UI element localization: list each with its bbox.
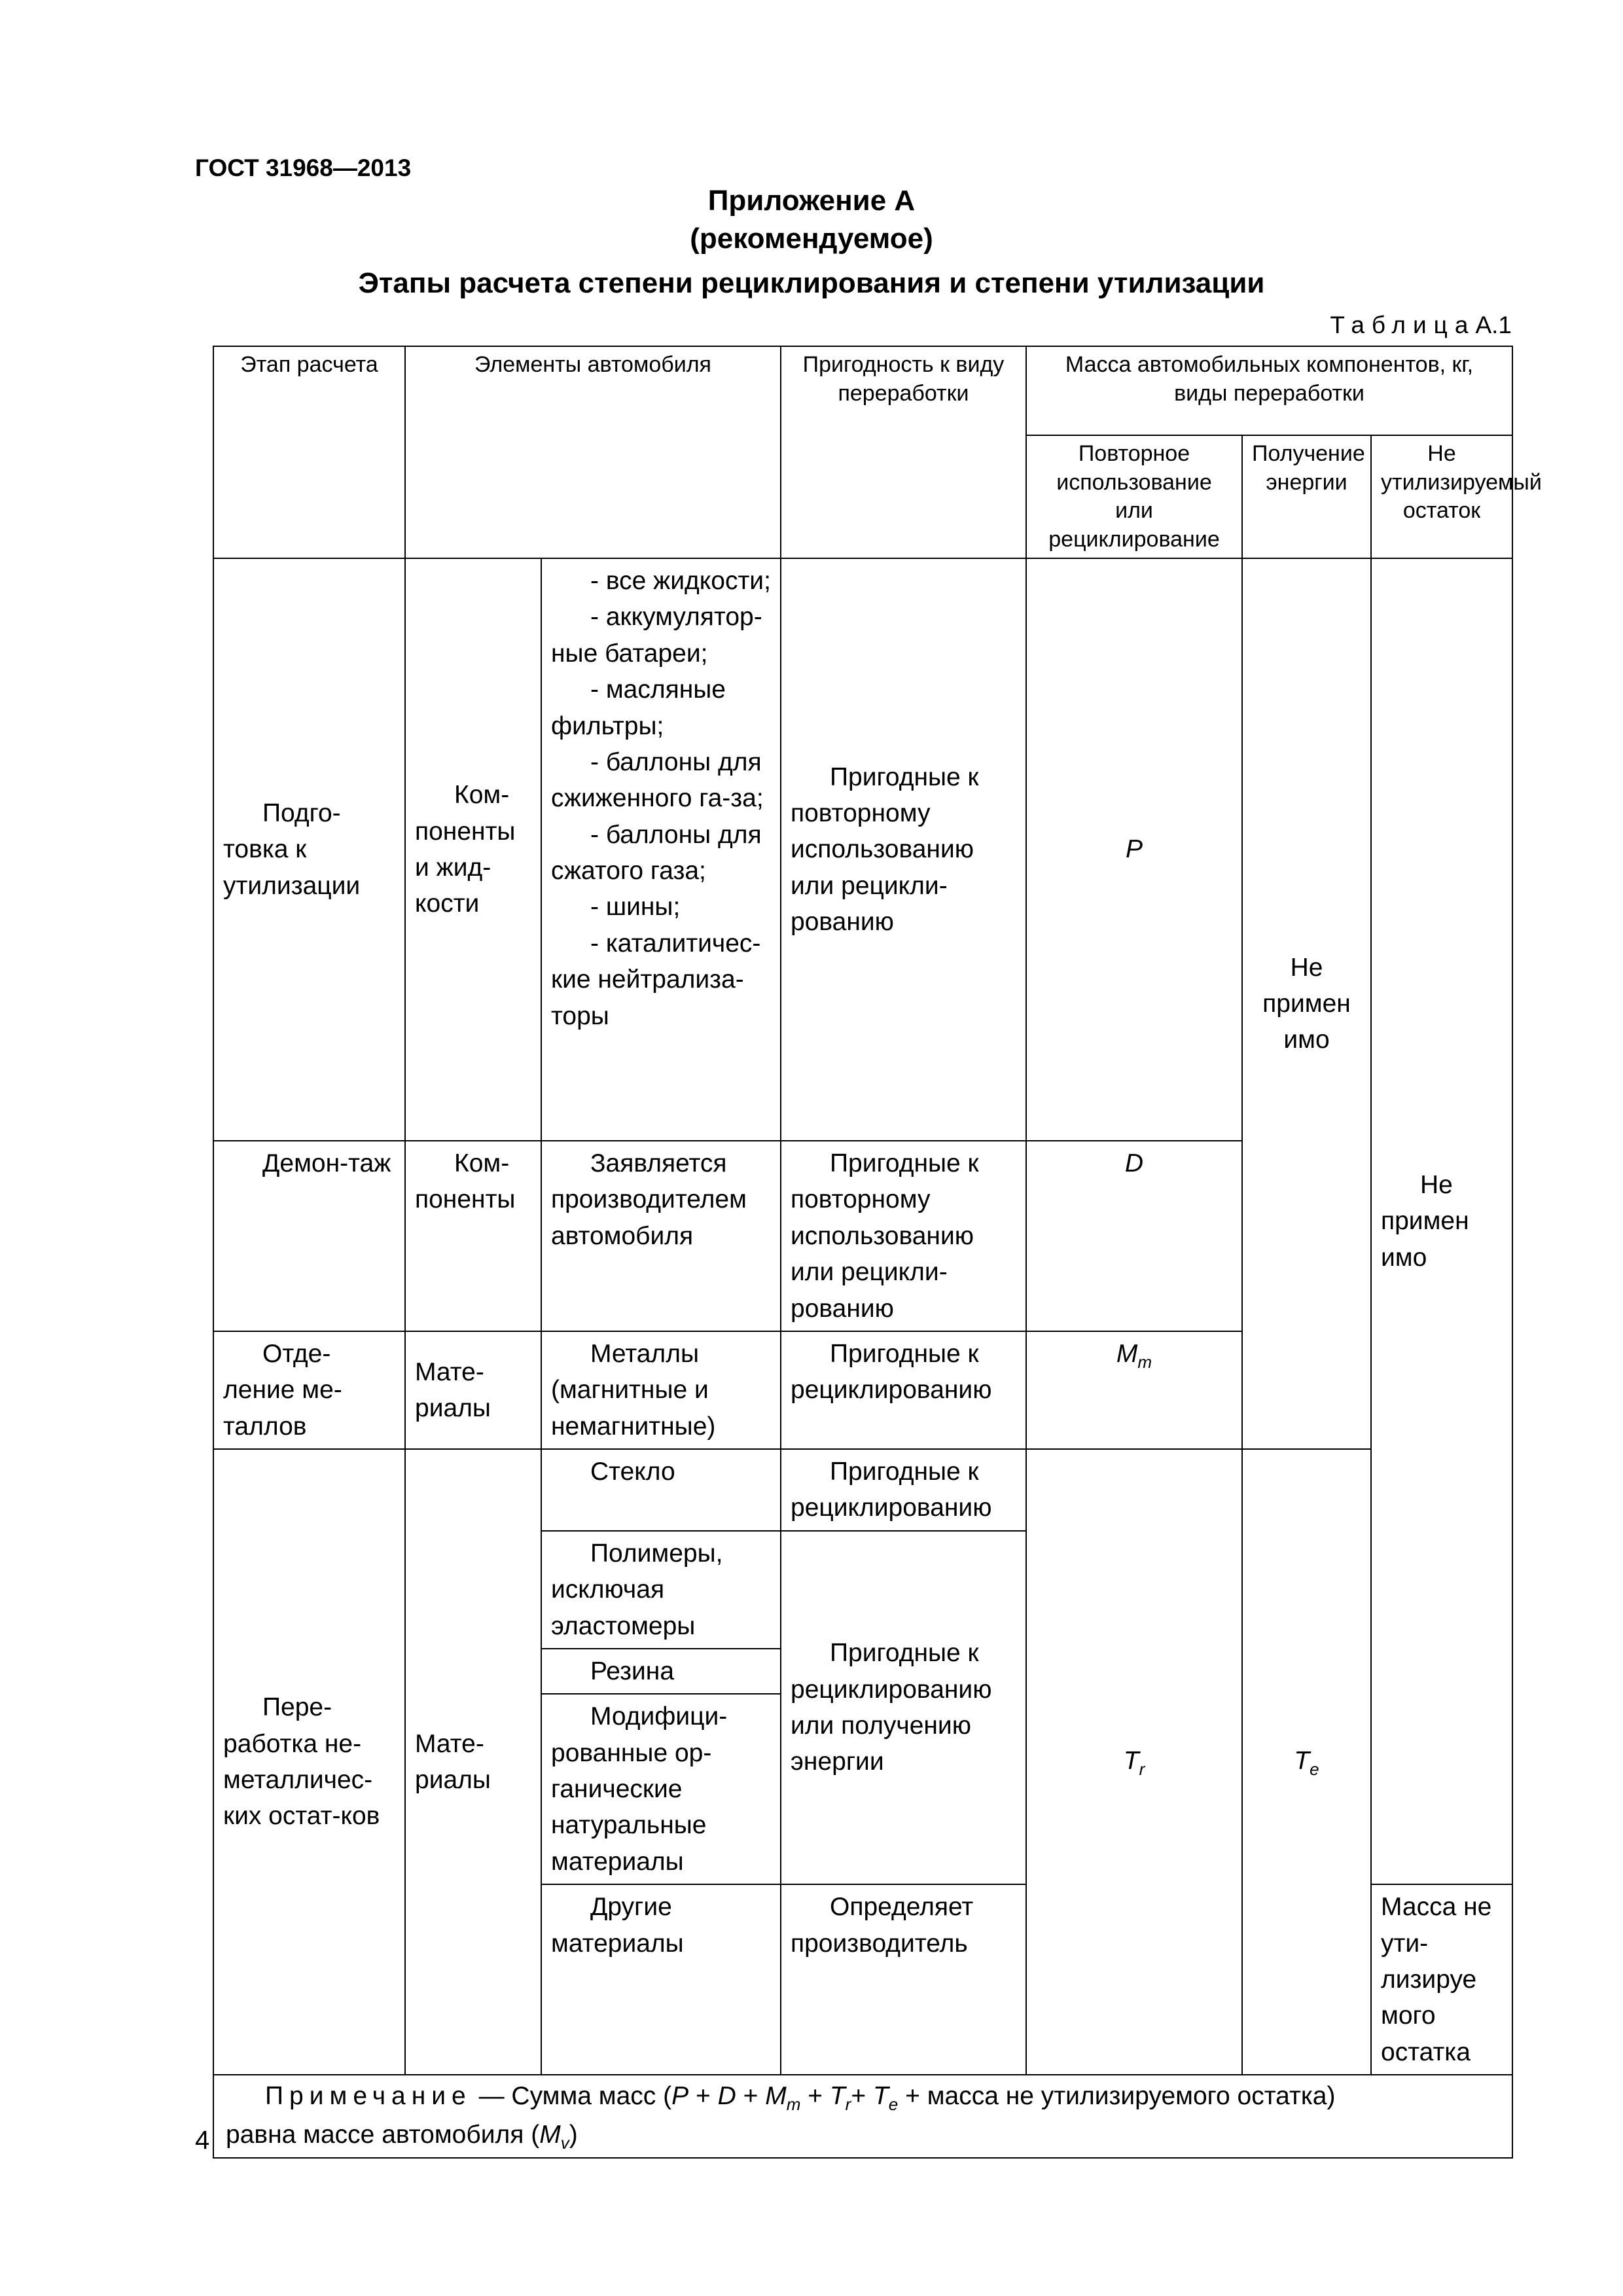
category-dismantling: Ком-поненты: [405, 1141, 541, 1331]
suitability-group: Пригодные к рециклированию или получению энергии: [781, 1531, 1026, 1884]
item-metals: Металлы (магнитные и немагнитные): [541, 1331, 781, 1449]
page-number: 4: [195, 2126, 210, 2155]
item-rubber: Резина: [541, 1649, 781, 1694]
note-text: равна массе автомобиля (: [226, 2120, 540, 2149]
table-caption: [1330, 312, 1512, 339]
stage-dismantling: Демон-таж: [213, 1141, 405, 1331]
energy-nonmetal: [1242, 1449, 1371, 2075]
note-text: +: [688, 2082, 718, 2111]
item-glass: Стекло: [541, 1449, 781, 1531]
list-item: - шины;: [590, 893, 681, 922]
note-text: +: [736, 2082, 766, 2111]
symbol-tr: T: [1123, 1746, 1139, 1775]
header-suitability: Пригодность к виду переработки: [781, 346, 1026, 558]
header-reuse: Повторное использование или рециклирование: [1026, 435, 1242, 558]
appendix-heading: Этапы расчета степени рециклирования и степени утилизации: [358, 267, 1265, 299]
header-residue: Не утилизируемый остаток: [1371, 435, 1512, 558]
header-mass-group: Масса автомобильных компонентов, кг, виды переработки: [1026, 346, 1512, 435]
header-stage: Этап расчета: [213, 346, 405, 558]
residue-mass: Масса не ути-лизируе мого остатка: [1371, 1884, 1512, 2075]
suitability-metals: Пригодные к рециклированию: [781, 1331, 1026, 1449]
note-symbol: D: [717, 2082, 736, 2111]
list-item: - аккумулятор-ные батареи;: [551, 603, 762, 668]
table-caption-number: А.1: [1475, 312, 1512, 338]
suitability-glass: Пригодные к рециклированию: [781, 1449, 1026, 1531]
energy-not-applicable: Не примен имо: [1242, 558, 1371, 1449]
item-dismantling: Заявляется производителем автомобиля: [541, 1141, 781, 1331]
calculation-stages-table: [213, 346, 1542, 2159]
list-item: - баллоны для сжиженного га-за;: [551, 747, 764, 813]
appendix-status: (рекомендуемое): [690, 223, 933, 255]
note-text: +: [851, 2082, 873, 2111]
table-note: [213, 2075, 1512, 2158]
header-elements: Элементы автомобиля: [405, 346, 781, 558]
stage-preparation: Подго-товка к утилизации: [213, 558, 405, 1141]
note-symbol: P: [671, 2082, 689, 2111]
symbol-m: M: [1116, 1339, 1138, 1368]
category-preparation: Ком-поненты и жид-кости: [405, 558, 541, 1141]
note-subscript: r: [845, 2094, 851, 2114]
item-modified: Модифици-рованные ор-ганические натуральные материалы: [541, 1694, 781, 1884]
appendix-title: Приложение А: [707, 185, 916, 217]
symbol-te-sub: e: [1310, 1759, 1319, 1779]
note-symbol: T: [872, 2082, 889, 2111]
symbol-tr-sub: r: [1139, 1759, 1145, 1779]
note-text: — Сумма масс (: [471, 2082, 672, 2111]
note-text: + масса не утилизируемого остатка): [898, 2082, 1336, 2111]
note-subscript: v: [560, 2132, 569, 2153]
standard-number: ГОСТ 31968—2013: [195, 154, 412, 181]
symbol-te: T: [1294, 1746, 1310, 1775]
list-item: - все жидкости;: [590, 567, 771, 596]
note-symbol: M: [539, 2120, 561, 2149]
suitability-dismantling: Пригодные к повторному использованию или рецикли-рованию: [781, 1141, 1026, 1331]
list-item: - баллоны для сжатого газа;: [551, 820, 762, 886]
item-other: Другие материалы: [541, 1884, 781, 2075]
list-item: - масляные фильтры;: [551, 675, 726, 740]
header-energy: Получение энергии: [1242, 435, 1371, 558]
note-symbol: M: [765, 2082, 787, 2111]
reuse-preparation: P: [1026, 558, 1242, 1141]
stage-nonmetal: Пере-работка не-металличес-ких остат-ков: [213, 1449, 405, 2075]
suitability-preparation: Пригодные к повторному использованию или рецикли-рованию: [781, 558, 1026, 1141]
note-subscript: e: [888, 2094, 899, 2114]
stage-metals: Отде-ление ме-таллов: [213, 1331, 405, 1449]
note-text: +: [800, 2082, 830, 2111]
symbol-m-sub: m: [1137, 1352, 1152, 1372]
table-caption-word: Таблица: [1330, 312, 1476, 338]
reuse-nonmetal: [1026, 1449, 1242, 2075]
item-polymers: Полимеры, исключая эластомеры: [541, 1531, 781, 1649]
note-label: Примечание: [265, 2082, 472, 2111]
reuse-dismantling: D: [1026, 1141, 1242, 1331]
reuse-metals: [1026, 1331, 1242, 1449]
note-text: ): [569, 2120, 578, 2149]
category-metals: Мате-риалы: [405, 1331, 541, 1449]
list-item: - каталитичес-кие нейтрализа-торы: [551, 929, 761, 1030]
note-symbol: T: [829, 2082, 846, 2111]
items-preparation: [541, 558, 781, 1141]
category-nonmetal: Мате-риалы: [405, 1449, 541, 2075]
note-subscript: m: [786, 2094, 801, 2114]
residue-not-applicable: Не примен имо: [1371, 558, 1512, 1884]
suitability-other: Определяет производитель: [781, 1884, 1026, 2075]
